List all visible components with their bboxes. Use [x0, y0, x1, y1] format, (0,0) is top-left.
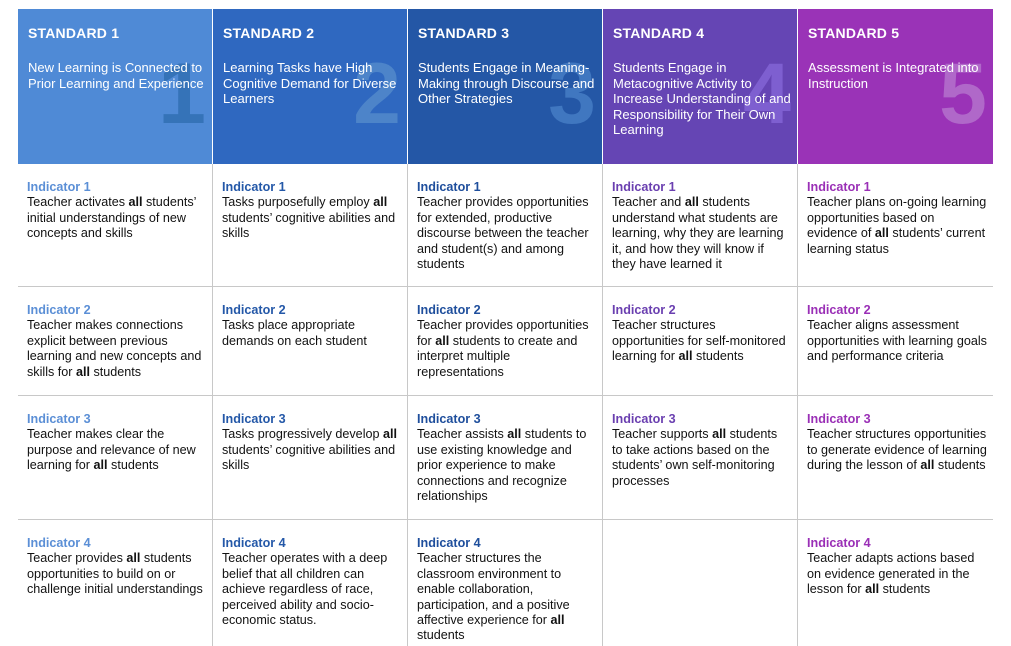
emphasis-text: all — [128, 195, 143, 210]
indicator-text-part: students — [90, 364, 142, 379]
standard-1-header — [18, 9, 213, 164]
indicator-text — [612, 195, 784, 271]
indicator-text — [417, 318, 589, 378]
indicator-text — [27, 427, 196, 472]
indicator-text-part: students — [417, 628, 465, 643]
indicator-text — [612, 427, 777, 487]
indicator-text-part: Teacher plans on-going learning opportunities based on evidence of — [807, 195, 987, 241]
indicator-label: Indicator 3 — [417, 412, 481, 426]
indicator-cell — [213, 520, 408, 646]
indicator-text-part: students to use existing knowledge and prior experience to make connections and recognize relationships — [417, 427, 587, 504]
indicator-text — [222, 551, 387, 627]
indicator-cell — [18, 164, 213, 287]
indicator-label: Indicator 4 — [27, 536, 91, 550]
indicator-label: Indicator 4 — [807, 536, 871, 550]
standard-title: STANDARD 2 — [223, 25, 315, 41]
standard-description: Assessment is Integrated into Instruction — [808, 60, 979, 91]
standard-numeral: 2 — [353, 46, 401, 142]
indicator-cell — [213, 287, 408, 396]
indicator-text — [417, 427, 586, 503]
indicator-cell — [18, 396, 213, 520]
indicator-label: Indicator 4 — [417, 536, 481, 550]
indicator-text — [807, 427, 987, 472]
emphasis-text: all — [712, 427, 727, 442]
emphasis-text: all — [383, 427, 398, 442]
indicator-text — [807, 551, 974, 596]
indicator-cell — [798, 164, 993, 287]
standard-title: STANDARD 5 — [808, 25, 900, 41]
standard-description: New Learning is Connected to Prior Learning and Experience — [28, 60, 204, 91]
standard-description: Students Engage in Meaning-Making through Discourse and Other Strategies — [418, 60, 595, 106]
indicator-label: Indicator 3 — [222, 412, 286, 426]
indicator-cell — [798, 287, 993, 396]
indicator-cell — [798, 396, 993, 520]
indicator-text-part: Teacher makes clear the purpose and relevance of new learning for — [27, 427, 196, 473]
indicator-text-part: students’ initial understandings of new concepts and skills — [27, 195, 196, 241]
indicator-cell — [798, 520, 993, 646]
standard-5-header — [798, 9, 993, 164]
indicator-text-part: Teacher provides — [27, 551, 127, 566]
indicator-text-part: Teacher structures opportunities for self-monitored learning for — [612, 318, 786, 364]
indicator-text — [222, 318, 367, 347]
indicator-label: Indicator 2 — [612, 303, 676, 317]
indicator-label: Indicator 1 — [807, 180, 871, 194]
indicator-text-part: students’ current learning status — [807, 226, 986, 256]
indicator-text-part: Teacher structures the classroom environment to enable collaboration, participation, and a positive affective experience for — [417, 551, 570, 628]
emphasis-text: all — [874, 226, 889, 241]
indicator-text-part: Teacher operates with a deep belief that all children can achieve regardless of race, perceived ability and socio-economic status. — [222, 551, 388, 628]
standard-title: STANDARD 4 — [613, 25, 705, 41]
standard-numeral: 3 — [548, 46, 596, 142]
indicator-text-part: Teacher aligns assessment opportunities with learning goals and performance criteria — [807, 318, 987, 364]
emphasis-text: all — [920, 458, 935, 473]
indicator-text — [222, 195, 395, 240]
standards-table — [18, 9, 993, 646]
indicator-label: Indicator 2 — [27, 303, 91, 317]
indicator-text — [417, 551, 570, 642]
standard-title: STANDARD 3 — [418, 25, 510, 41]
indicator-text-part: Teacher activates — [27, 195, 129, 210]
indicator-text — [417, 195, 589, 271]
standard-2-header — [213, 9, 408, 164]
indicator-cell — [603, 164, 798, 287]
emphasis-text: all — [75, 364, 90, 379]
emphasis-text: all — [684, 195, 699, 210]
indicator-label: Indicator 2 — [222, 303, 286, 317]
emphasis-text: all — [93, 458, 108, 473]
emphasis-text: all — [865, 582, 880, 597]
indicator-text — [222, 427, 397, 472]
indicator-text-part: students opportunities to build on or challenge initial understandings — [27, 551, 203, 597]
indicator-cell — [18, 520, 213, 646]
indicator-cell — [408, 520, 603, 646]
indicator-text — [27, 318, 201, 378]
emphasis-text: all — [550, 613, 565, 628]
indicator-cell — [408, 287, 603, 396]
indicator-text-part: Teacher and — [612, 195, 685, 210]
standard-3-header — [408, 9, 603, 164]
indicator-text-part: Teacher provides opportunities for — [417, 318, 589, 348]
indicator-label: Indicator 3 — [27, 412, 91, 426]
indicator-text-part: students to take actions based on the students’ own self-monitoring processes — [612, 427, 778, 488]
indicator-text — [27, 551, 203, 596]
indicator-text-part: students — [879, 582, 931, 597]
indicator-text-part: Teacher provides opportunities for extended, productive discourse between the teacher and student(s) and among students — [417, 195, 589, 272]
indicator-label: Indicator 1 — [222, 180, 286, 194]
standard-numeral: 4 — [743, 46, 791, 142]
indicator-label: Indicator 2 — [417, 303, 481, 317]
indicator-text-part: Teacher supports — [612, 427, 713, 442]
indicator-cell — [408, 164, 603, 287]
standard-description: Students Engage in Metacognitive Activity to Increase Understanding of and Responsibility for Their Own Learning — [613, 60, 791, 137]
indicator-text-part: Tasks place appropriate demands on each student — [222, 318, 367, 348]
indicator-cell — [603, 287, 798, 396]
indicator-text-part: Tasks purposefully employ — [222, 195, 374, 210]
indicator-label: Indicator 1 — [27, 180, 91, 194]
indicator-cell — [408, 396, 603, 520]
emphasis-text: all — [507, 427, 522, 442]
standard-description: Learning Tasks have High Cognitive Demand for Diverse Learners — [223, 60, 397, 106]
indicator-label: Indicator 3 — [612, 412, 676, 426]
indicator-text-part: students — [692, 349, 744, 364]
emphasis-text: all — [435, 333, 450, 348]
indicator-text-part: Tasks progressively develop — [222, 427, 383, 442]
indicator-text — [27, 195, 196, 240]
indicator-text — [612, 318, 786, 363]
indicator-cell — [18, 287, 213, 396]
emphasis-text: all — [678, 349, 693, 364]
indicator-text-part: Teacher structures opportunities to generate evidence of learning during the lesson of — [807, 427, 987, 473]
indicator-text-part: students — [107, 458, 159, 473]
indicator-text-part: Teacher assists — [417, 427, 508, 442]
indicator-text-part: students understand what students are learning, why they are learning it, and how they will know if they have learned it — [612, 195, 784, 272]
indicator-text-part: students’ cognitive abilities and skills — [222, 210, 396, 241]
indicator-text-part: Teacher makes connections explicit between previous learning and new concepts and skills for — [27, 318, 202, 379]
indicator-label: Indicator 4 — [222, 536, 286, 550]
indicator-label: Indicator 1 — [612, 180, 676, 194]
indicator-text-part: Teacher adapts actions based on evidence generated in the lesson for — [807, 551, 975, 597]
standard-numeral: 5 — [939, 46, 987, 142]
indicator-text-part: students — [934, 458, 986, 473]
standard-numeral: 1 — [158, 46, 206, 142]
indicator-text — [807, 318, 987, 363]
indicator-cell — [213, 396, 408, 520]
indicator-cell-empty — [603, 520, 798, 646]
indicator-label: Indicator 2 — [807, 303, 871, 317]
indicator-cell — [213, 164, 408, 287]
indicator-text-part: students to create and interpret multiple representations — [417, 333, 578, 379]
indicator-label: Indicator 1 — [417, 180, 481, 194]
indicator-label: Indicator 3 — [807, 412, 871, 426]
indicator-cell — [603, 396, 798, 520]
indicator-text — [807, 195, 986, 255]
standard-title: STANDARD 1 — [28, 25, 120, 41]
standard-4-header — [603, 9, 798, 164]
emphasis-text: all — [126, 551, 141, 566]
emphasis-text: all — [373, 195, 388, 210]
indicator-text-part: students’ cognitive abilities and skills — [222, 442, 396, 473]
